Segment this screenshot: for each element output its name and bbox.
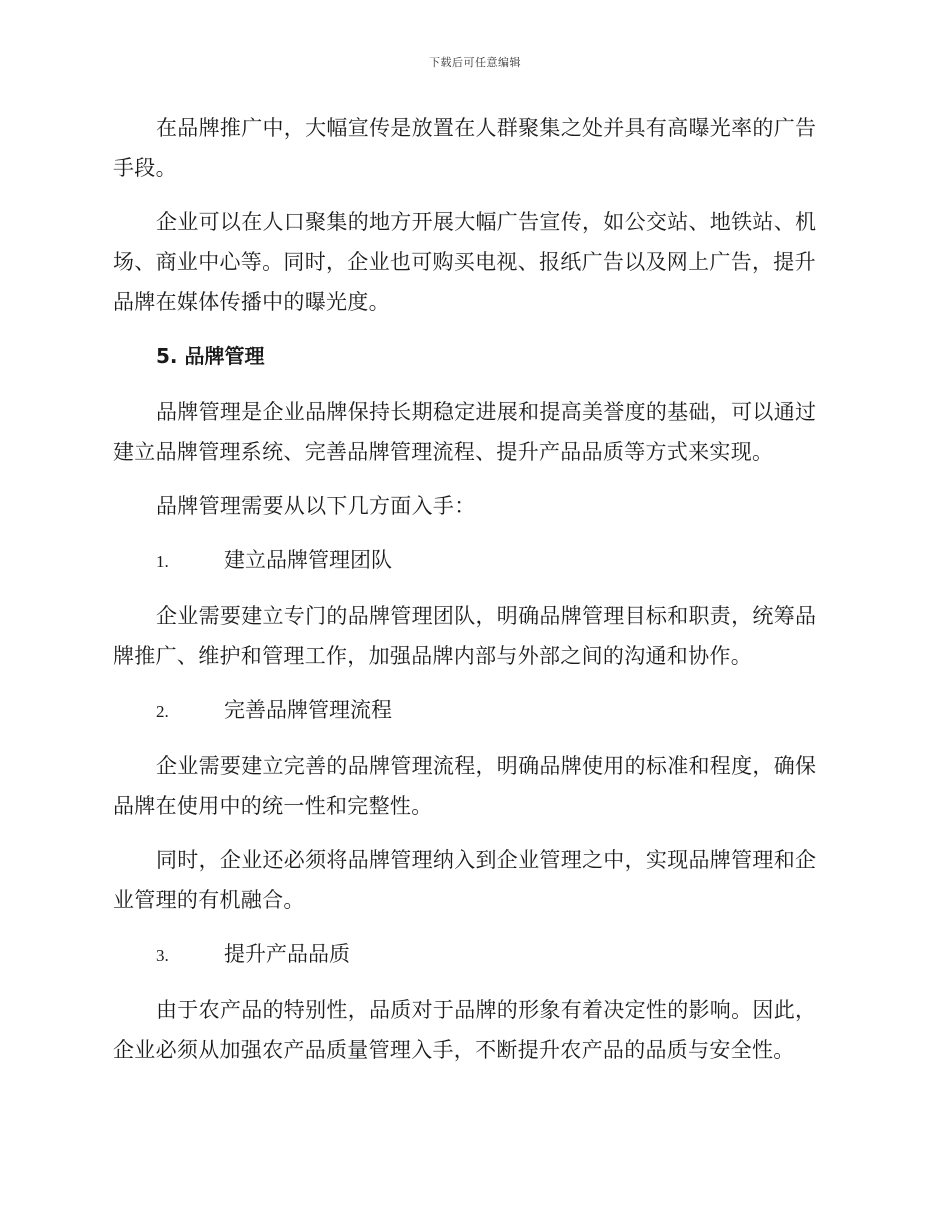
paragraph-billboard-detail: 企业可以在人口聚集的地方开展大幅广告宣传，如公交站、地铁站、机场、商业中心等。同时，企业也可购买电视、报纸广告以及网上广告，提升品牌在媒体传播中的曝光度。: [113, 210, 817, 314]
paragraph-brand-management-intro: 品牌管理是企业品牌保持长期稳定进展和提高美誉度的基础，可以通过建立品牌管理系统、完善品牌管理流程、提升产品品质等方式来实现。: [113, 400, 817, 464]
list-item-text: 提升产品品质: [224, 942, 350, 966]
header-note: 下载后可任意编辑: [429, 56, 521, 69]
list-item-text: 完善品牌管理流程: [224, 698, 392, 722]
list-item-team: [113, 540, 835, 582]
document-body: [113, 108, 835, 1084]
section-heading-brand-management: 5. 品牌管理: [156, 344, 265, 368]
list-number: 3.: [156, 946, 169, 965]
paragraph-team-detail: 企业需要建立专门的品牌管理团队，明确品牌管理目标和职责，统筹品牌推广、维护和管理工作，加强品牌内部与外部之间的沟通和协作。: [113, 604, 817, 668]
list-item-quality: [113, 934, 835, 976]
list-number: 2.: [156, 702, 169, 721]
paragraph-quality-detail: 由于农产品的特别性，品质对于品牌的形象有着决定性的影响。因此，企业必须从加强农产品质量管理入手，不断提升农产品的品质与安全性。: [113, 998, 817, 1062]
list-number: 1.: [156, 552, 169, 571]
list-item-text: 建立品牌管理团队: [224, 548, 392, 572]
paragraph-process-detail: 企业需要建立完善的品牌管理流程，明确品牌使用的标准和程度，确保品牌在使用中的统一性和完整性。: [113, 754, 817, 818]
list-item-process: [113, 690, 835, 732]
paragraph-brand-management-aspects: 品牌管理需要从以下几方面入手：: [156, 494, 476, 518]
paragraph-process-integration: 同时，企业还必须将品牌管理纳入到企业管理之中，实现品牌管理和企业管理的有机融合。: [113, 848, 817, 912]
paragraph-billboard-intro: 在品牌推广中，大幅宣传是放置在人群聚集之处并具有高曝光率的广告手段。: [113, 116, 817, 180]
